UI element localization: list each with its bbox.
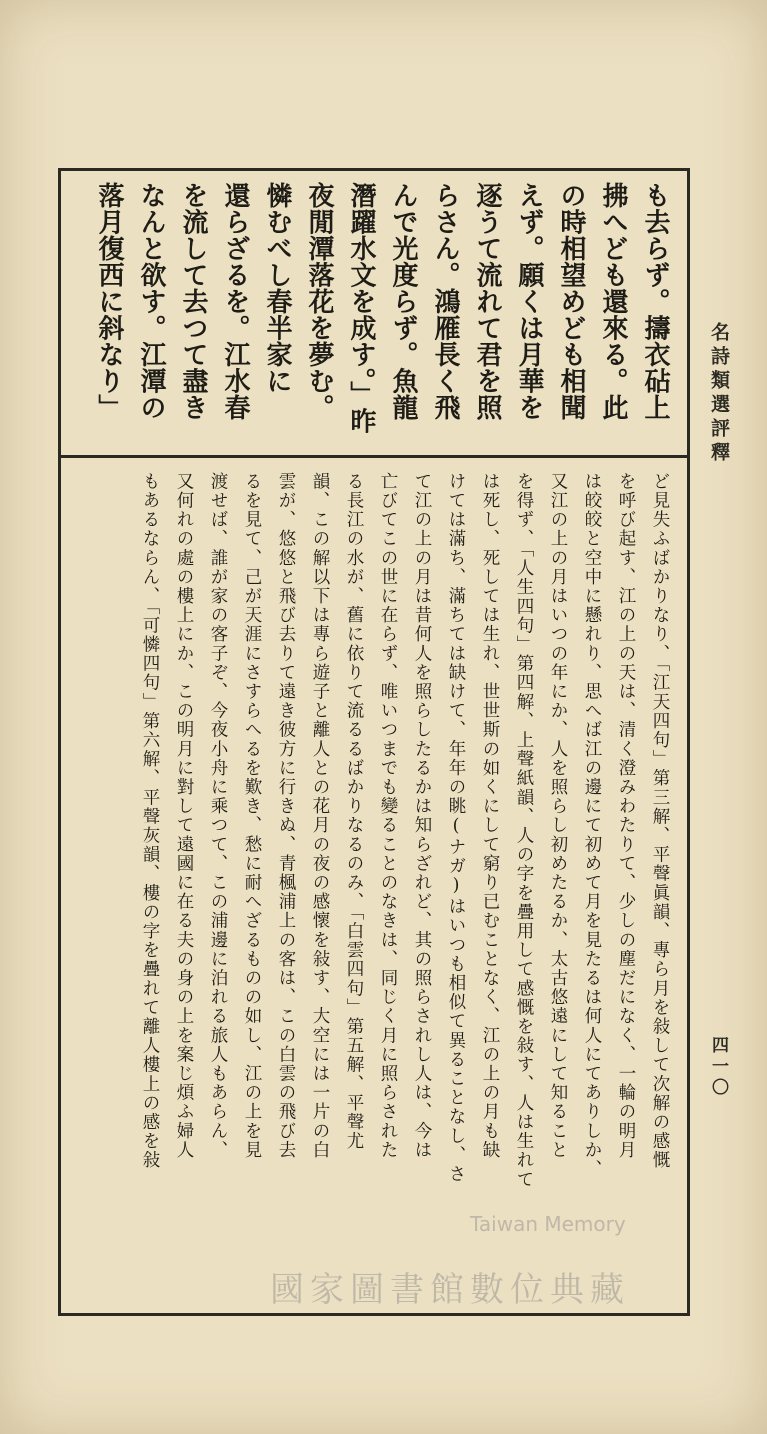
verse-column: 還らざるを。江水春: [220, 182, 250, 421]
library-watermark: 國家圖書館數位典藏: [270, 1270, 630, 1310]
section-divider: [58, 455, 690, 458]
commentary-column: を呼び起す、江の上の天は、清く澄みわたりて、少しの塵だになく、一輪の明月: [616, 472, 636, 1160]
running-head: 名詩類選評釋: [708, 322, 730, 466]
verse-column: 憐むべし春半家に: [262, 182, 292, 394]
verse-column: 潛躍水文を成す。」昨: [346, 182, 376, 434]
commentary-column: るを見て、己が天涯にさすらへるを歎き、愁に耐へざるものの如し、江の上を見: [242, 472, 262, 1160]
commentary-column: 渡せば、誰が家の客子ぞ、今夜小舟に乘つて、この浦邊に泊れる旅人もあらん、: [208, 472, 228, 1160]
commentary-column: る長江の水が、舊に依りて流るるばかりなるのみ、「白雲四句」第五解、平聲尤: [344, 472, 364, 1151]
verse-column: 夜閒潭落花を夢む。: [304, 182, 334, 421]
verse-column: えず。願くは月華を: [514, 182, 544, 421]
verse-column: を流して去つて盡き: [178, 182, 208, 421]
verse-column: の時相望めども相聞: [556, 182, 586, 421]
verse-column: んで光度らず。魚龍: [388, 182, 418, 421]
verse-column: なんと欲す。江潭の: [136, 182, 166, 421]
watermark-subtitle: Taiwan Memory: [470, 1212, 626, 1236]
commentary-column: を得ず、「人生四句」第四解、上聲紙韻、人の字を疊用して感慨を敍す、人は生れて: [514, 472, 534, 1190]
verse-column: らさん。鴻雁長く飛: [430, 182, 460, 421]
verse-column: 逐うて流れて君を照: [472, 182, 502, 421]
verse-column: 落月復西に斜なり」: [94, 182, 124, 421]
commentary-column: 雲が、悠悠と飛び去りて遠き彼方に行きぬ、青楓浦上の客は、この白雲の飛び去: [276, 472, 296, 1160]
commentary-column: けては滿ち、滿ちては缺けて、年年の眺(ナガ)はいつも相似て異ることなし、さ: [446, 472, 466, 1184]
verse-column: も去らず。擣衣砧上: [640, 182, 670, 421]
commentary-column: は死し、死しては生れ、世世斯の如くにして窮り已むことなく、江の上の月も缺: [480, 472, 500, 1160]
commentary-column: ど見失ふばかりなり、「江天四句」第三解、平聲眞韻、專ら月を敍して次解の感慨: [650, 472, 670, 1170]
commentary-column: 亡びてこの世に在らず、唯いつまでも變ることのなきは、同じく月に照らされた: [378, 472, 398, 1160]
commentary-column: もあるならん、「可憐四句」第六解、平聲灰韻、樓の字を疊れて離人樓上の感を敍: [140, 472, 160, 1170]
verse-column: 拂へども還來る。此: [598, 182, 628, 421]
commentary-column: 又江の上の月はいつの年にか、人を照らし初めたるか、太古悠遠にして知ること: [548, 472, 568, 1160]
commentary-column: は皎皎と空中に懸れり、思へば江の邊にて初めて月を見たるは何人にてありしか、: [582, 472, 602, 1179]
commentary-column: 又何れの處の樓上にか、この明月に對して遠國に在る夫の身の上を案じ煩ふ婦人: [174, 472, 194, 1160]
commentary-column: 韻、この解以下は專ら遊子と離人との花月の夜の感懷を敍す、大空には一片の白: [310, 472, 330, 1160]
commentary-column: て江の上の月は昔何人を照らしたるかは知らざれど、其の照らされし人は、今は: [412, 472, 432, 1160]
page-number: 四一〇: [708, 1036, 728, 1099]
